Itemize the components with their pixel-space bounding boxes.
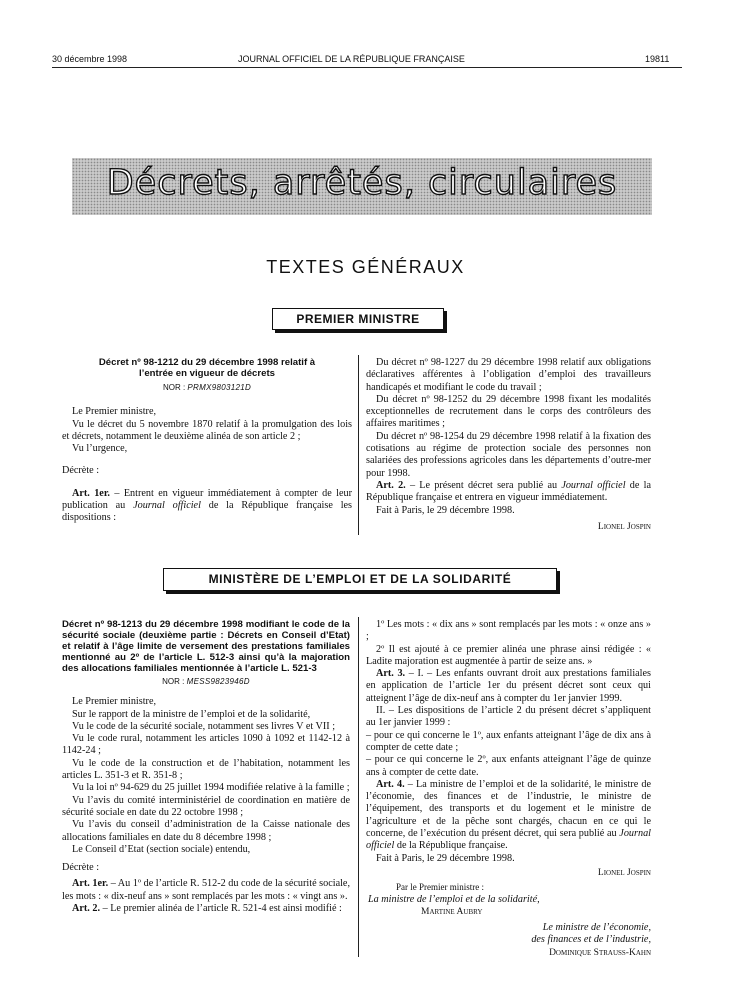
decree1-title: Décret nº 98-1212 du 29 décembre 1998 relatif à l’entrée en vigueur de décrets	[98, 357, 316, 379]
decree1-para: Vu le décret du 5 novembre 1870 relatif à la promulgation des lois et décrets, notamment le deuxième alinéa de son article 2 ;	[62, 418, 352, 442]
decree2-para: Vu le code de la construction et de l’habitation, notamment les articles L. 351-3 et R. 351-8 ;	[62, 757, 350, 782]
decree2-para: 2º Il est ajouté à ce premier alinéa une phrase ainsi rédigée : « Ladite majoration est augmentée à partir de seize ans. »	[366, 643, 651, 667]
decree2-signature: Lionel Jospin	[597, 867, 651, 878]
decree2-list-item: – pour ce qui concerne le 2º, aux enfants atteignant l’âge de quinze ans à compter de cette date.	[366, 754, 651, 778]
decree2-para: Vu l’avis du conseil d’administration de la Caisse nationale des allocations familiales en date du 8 décembre 1998 ;	[62, 819, 350, 843]
decree2-decrete: Décrète :	[62, 862, 100, 874]
decree2-para: Vu la loi nº 94-629 du 25 juillet 1994 modifiée relative à la famille ;	[72, 782, 350, 794]
decree1-para: Du décret nº 98-1254 du 29 décembre 1998 relatif à la fixation des cotisations au régime de protection sociale des personnes non salariées des professions agricoles dans les départements d’outre-mer pour 1998.	[366, 430, 651, 479]
decree2-minister1-name: Martine Aubry	[421, 906, 483, 917]
decree1-nor-code: PRMX9803121D	[187, 383, 252, 392]
decree2-para: Vu l’avis du comité interministériel de coordination en matière de sécurité sociale en date du 22 octobre 1998 ;	[62, 794, 350, 818]
header-page-number: 19811	[645, 54, 670, 64]
decree1-fait: Fait à Paris, le 29 décembre 1998.	[376, 504, 515, 516]
decree2-minister2-role: des finances et de l’industrie,	[531, 934, 651, 946]
decree2-nor-label: NOR :	[162, 677, 185, 686]
column-divider	[358, 355, 359, 535]
decree2-para: Sur le rapport de la ministre de l’emploi et de la solidarité,	[72, 708, 311, 720]
decree1-article1: Art. 1er. – Entrent en vigueur immédiatement à compter de leur publication au Journal officiel de la République française les dispositions :	[62, 487, 353, 524]
decree2-nor-code: MESS9823946D	[186, 677, 250, 686]
header-journal-title: JOURNAL OFFICIEL DE LA RÉPUBLIQUE FRANÇAISE	[238, 54, 465, 64]
decree1-article2: Art. 2. – Le présent décret sera publié au Journal officiel de la République française et entrera en vigueur immédiatement.	[366, 479, 652, 504]
ministry-box-emploi-solidarite: MINISTÈRE DE L’EMPLOI ET DE LA SOLIDARITÉ	[163, 568, 557, 591]
decree1-para: Du décret nº 98-1252 du 29 décembre 1998 fixant les modalités exceptionnelles de recrutement dans le corps des contrôleurs des affaires maritimes ;	[366, 393, 651, 430]
decree2-by-pm: Par le Premier ministre :	[396, 882, 484, 893]
section-title: TEXTES GÉNÉRAUX	[266, 257, 465, 277]
decree2-para: II. – Les dispositions de l’article 2 du présent décret s’appliquent au 1er janvier 1999 :	[366, 705, 651, 729]
decree2-nor	[62, 676, 350, 688]
header-date: 30 décembre 1998	[52, 54, 128, 64]
decree1-left-column	[62, 357, 352, 525]
decree1-right-column	[366, 357, 651, 533]
decree1-para: Du décret nº 98-1227 du 29 décembre 1998 relatif aux obligations déclaratives afférentes à l’obligation d’emploi des travailleurs handicapés et modifiant le code du travail ;	[366, 357, 651, 393]
ministry-box-premier-ministre: PREMIER MINISTRE	[272, 308, 444, 330]
decree2-para: Le Premier ministre,	[72, 696, 157, 708]
decree2-article2: Art. 2. – Le premier alinéa de l’article R. 521-4 est ainsi modifié :	[72, 903, 342, 915]
decree2-minister2-role: Le ministre de l’économie,	[542, 922, 651, 934]
decree2-left-column	[62, 619, 350, 915]
header-rule	[52, 67, 682, 68]
decree2-fait: Fait à Paris, le 29 décembre 1998.	[376, 852, 515, 864]
decree2-article4: Art. 4. – La ministre de l’emploi et de la solidarité, le ministre de l’économie, des finances et de l’industrie, le ministre de l’équipement, des transports et du logement et le ministre de l’agriculture et de la pêche sont chargés, chacun en ce qui le concerne, de l’exécution du présent décret, qui sera publié au Journal officiel de la République française.	[366, 778, 651, 852]
decree2-para: Vu le code de la sécurité sociale, notamment ses livres V et VII ;	[72, 720, 336, 732]
decree2-minister1-role: La ministre de l’emploi et de la solidarité,	[368, 893, 540, 905]
decree2-title: Décret nº 98-1213 du 29 décembre 1998 modifiant le code de la sécurité sociale (deuxième partie : Décrets en Conseil d’Etat) et relatif à l’âge limite de versement des prestations familiales mentionné au 2º de l’article L. 512-3 ainsi qu’à la majoration des allocations familiales mentionnée à l’article L. 521-3	[62, 619, 350, 674]
decree2-article1: Art. 1er. – Au 1º de l’article R. 512-2 du code de la sécurité sociale, les mots : « dix-neuf ans » sont remplacés par les mots : « vingt ans ».	[62, 878, 350, 902]
decree1-decrete: Décrète :	[62, 465, 100, 477]
decree2-article3: Art. 3. – I. – Les enfants ouvrant droit aux prestations familiales en application de l’article 1er du présent décret sont ceux qui atteignent l’âge de dix-neuf ans à compter du 1er janvier 1999.	[366, 668, 651, 704]
column-divider	[358, 617, 359, 957]
decree1-signature: Lionel Jospin	[597, 521, 651, 532]
decree2-list-item: – pour ce qui concerne le 1º, aux enfants atteignant l’âge de dix ans à compter de cette date ;	[366, 729, 651, 753]
decree2-para: Le Conseil d’Etat (section sociale) entendu,	[72, 843, 251, 855]
decree1-para: Vu l’urgence,	[72, 443, 128, 455]
decree1-nor-label: NOR :	[162, 383, 186, 392]
banner-title: Décrets, arrêtés, circulaires	[106, 163, 618, 203]
decree2-para: Vu le code rural, notamment les articles 1090 à 1092 et 1142-12 à 1142-24 ;	[62, 733, 350, 757]
decree2-right-column	[366, 619, 651, 959]
decree2-minister2-name: Dominique Strauss-Kahn	[549, 947, 651, 958]
decree1-nor	[62, 382, 352, 394]
decree1-para: Le Premier ministre,	[72, 406, 157, 418]
decree2-para: 1º Les mots : « dix ans » sont remplacés par les mots : « onze ans » ;	[366, 619, 651, 643]
